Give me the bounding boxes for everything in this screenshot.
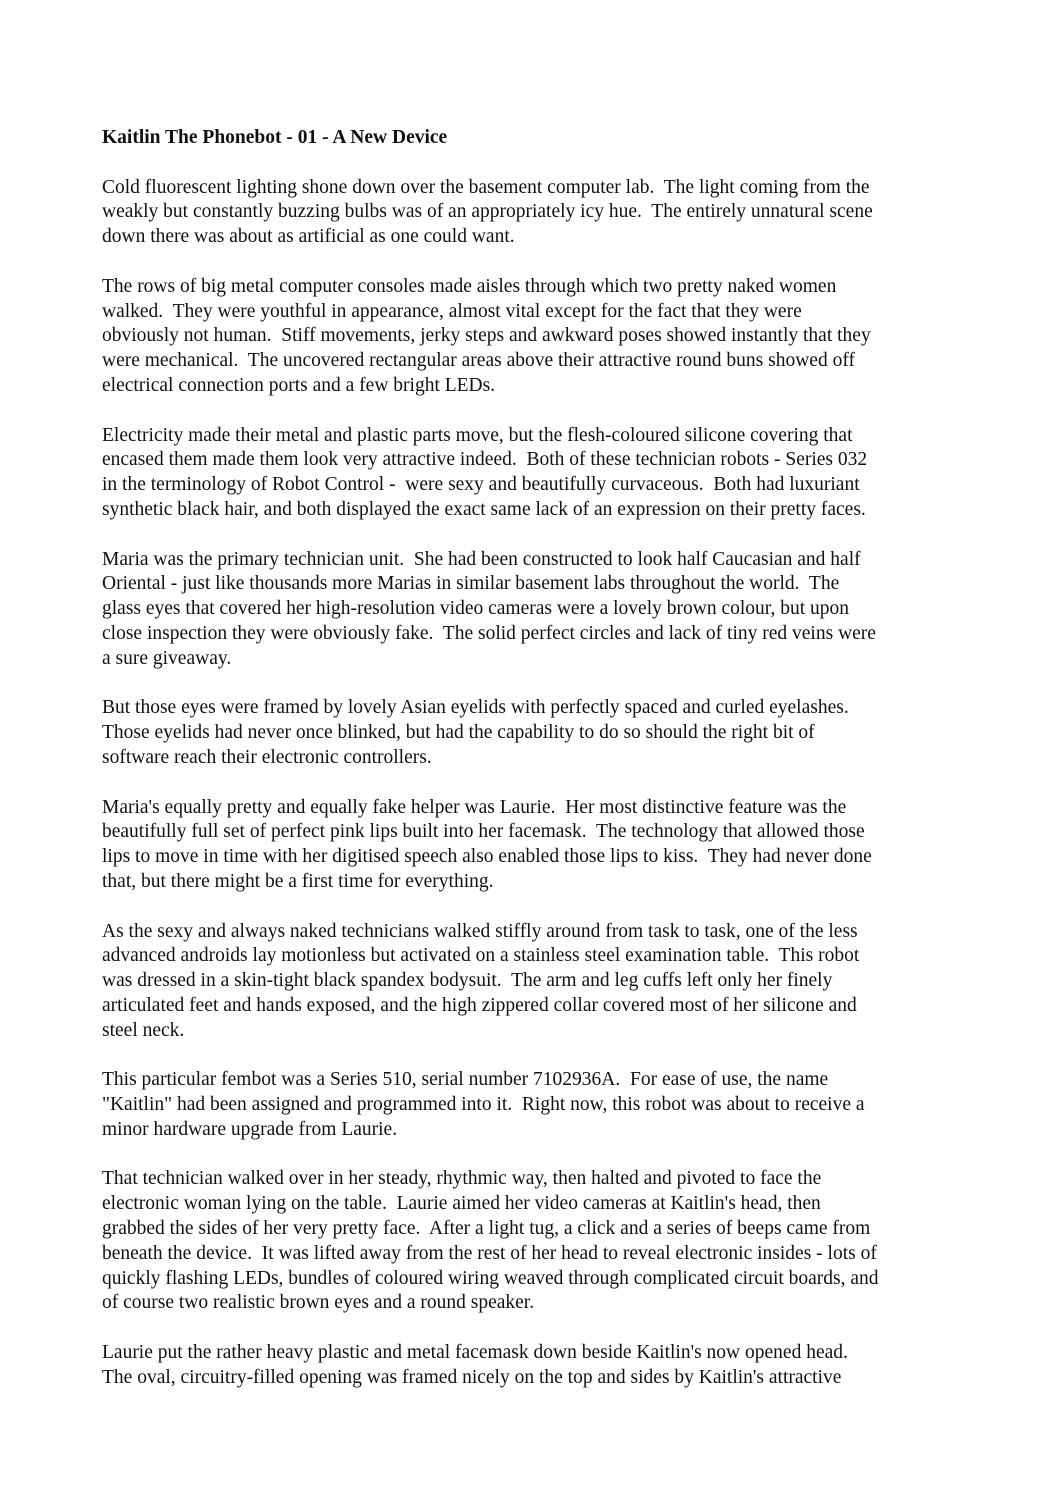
paragraph-line: beautifully full set of perfect pink lips built into her facemask. The technology that allowed those [102,821,865,843]
paragraph-line: of course two realistic brown eyes and a round speaker. [102,1292,535,1314]
paragraph-line: Cold fluorescent lighting shone down over the basement computer lab. The light coming from the [102,176,870,198]
paragraph-line: electrical connection ports and a few bright LEDs. [102,374,496,396]
paragraph [102,696,960,770]
paragraph-line: Laurie put the rather heavy plastic and metal facemask down beside Kaitlin's now opened head. [102,1342,848,1364]
paragraph-line: obviously not human. Stiff movements, jerky steps and awkward poses showed instantly that they [102,325,871,347]
paragraph-line: As the sexy and always naked technicians walked stiffly around from task to task, one of the less [102,920,858,942]
paragraph-line: lips to move in time with her digitised speech also enabled those lips to kiss. They had never done [102,846,872,868]
paragraph-line: glass eyes that covered her high-resolution video cameras were a lovely brown colour, but upon [102,598,850,620]
document-body [102,176,960,1391]
paragraph-line: "Kaitlin" had been assigned and programmed into it. Right now, this robot was about to receive a [102,1094,865,1116]
paragraph-line: beneath the device. It was lifted away from the rest of her head to reveal electronic insides - lots of [102,1242,877,1264]
paragraph [102,1341,960,1391]
paragraph-line: The oval, circuitry-filled opening was framed nicely on the top and sides by Kaitlin's attractive [102,1366,842,1388]
paragraph-line: That technician walked over in her steady, rhythmic way, then halted and pivoted to face the [102,1168,822,1190]
paragraph-line: quickly flashing LEDs, bundles of coloured wiring weaved through complicated circuit boards, and [102,1267,879,1289]
paragraph-line: was dressed in a skin-tight black spandex bodysuit. The arm and leg cuffs left only her finely [102,970,833,992]
paragraph-line: Maria was the primary technician unit. She had been constructed to look half Caucasian and half [102,548,861,570]
paragraph-line: This particular fembot was a Series 510, serial number 7102936A. For ease of use, the name [102,1069,829,1091]
paragraph-line: that, but there might be a first time for everything. [102,870,494,892]
paragraph [102,424,960,523]
paragraph-line: software reach their electronic controllers. [102,746,432,768]
paragraph-line: Those eyelids had never once blinked, but had the capability to do so should the right bit of [102,722,815,744]
paragraph-line: synthetic black hair, and both displayed the exact same lack of an expression on their pretty faces. [102,498,866,520]
paragraph-line: minor hardware upgrade from Laurie. [102,1118,398,1140]
paragraph [102,920,960,1044]
paragraph-line: The rows of big metal computer consoles made aisles through which two pretty naked women [102,275,837,297]
paragraph-line: encased them made them look very attractive indeed. Both of these technician robots - Series 032 [102,449,868,471]
paragraph-line: Electricity made their metal and plastic parts move, but the flesh-coloured silicone covering that [102,424,853,446]
paragraph-line: in the terminology of Robot Control - were sexy and beautifully curvaceous. Both had luxuriant [102,474,860,496]
paragraph-line: advanced androids lay motionless but activated on a stainless steel examination table. This robot [102,945,860,967]
paragraph-line: Oriental - just like thousands more Marias in similar basement labs throughout the world. The [102,573,840,595]
paragraph-line: a sure giveaway. [102,647,232,669]
paragraph-line: articulated feet and hands exposed, and the high zippered collar covered most of her silicone and [102,994,857,1016]
paragraph-line: Maria's equally pretty and equally fake helper was Laurie. Her most distinctive feature was the [102,796,847,818]
paragraph-line: were mechanical. The uncovered rectangular areas above their attractive round buns showed off [102,350,855,372]
paragraph-line: down there was about as artificial as one could want. [102,226,515,248]
paragraph-line: weakly but constantly buzzing bulbs was of an appropriately icy hue. The entirely unnatural scene [102,201,873,223]
paragraph [102,275,960,399]
paragraph-line: grabbed the sides of her very pretty face. After a light tug, a click and a series of beeps came from [102,1218,871,1240]
paragraph-line: walked. They were youthful in appearance, almost vital except for the fact that they were [102,300,802,322]
paragraph [102,548,960,672]
paragraph-line: electronic woman lying on the table. Laurie aimed her video cameras at Kaitlin's head, then [102,1193,821,1215]
paragraph-line: close inspection they were obviously fake. The solid perfect circles and lack of tiny red veins were [102,622,876,644]
paragraph-line: steel neck. [102,1019,185,1041]
paragraph-line: But those eyes were framed by lovely Asian eyelids with perfectly spaced and curled eyelashes. [102,697,849,719]
document-page [102,126,960,1415]
paragraph [102,1167,960,1316]
paragraph [102,1068,960,1142]
paragraph [102,176,960,250]
paragraph [102,796,960,895]
document-title: Kaitlin The Phonebot - 01 - A New Device [102,127,448,148]
